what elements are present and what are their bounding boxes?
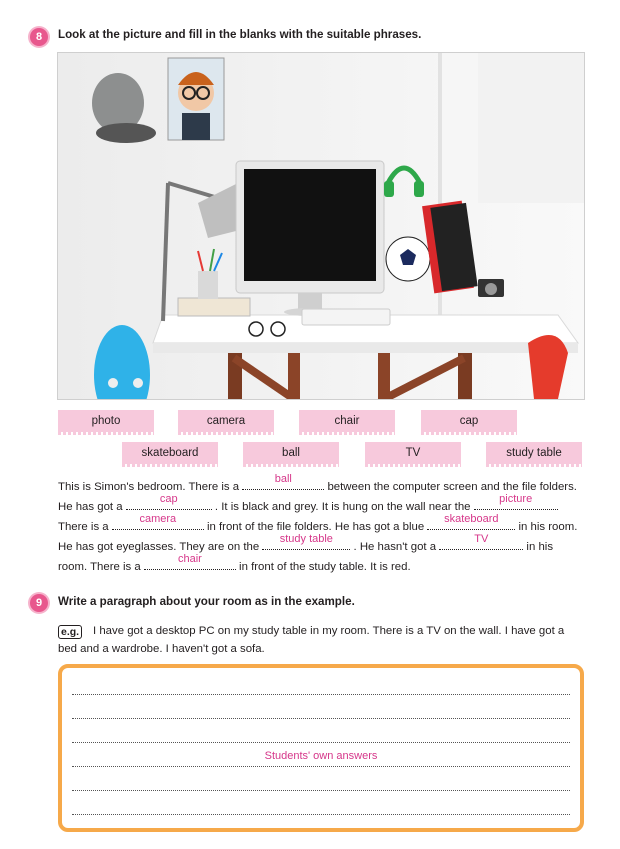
exercise-8-instruction: Look at the picture and fill in the blanks with the suitable phrases. xyxy=(58,28,422,41)
answer-5: skateboard xyxy=(444,513,499,525)
phrase-chair: chair xyxy=(299,410,395,432)
writing-line xyxy=(72,790,570,791)
exercise-number-badge: 8 xyxy=(30,28,48,46)
writing-line xyxy=(72,814,570,815)
text-segment: . He hasn't got a xyxy=(350,541,440,553)
writing-line xyxy=(72,766,570,767)
blank-4 xyxy=(112,513,204,530)
text-segment: . It is black and grey. It is hung on the wall near the xyxy=(211,501,474,513)
blank-1 xyxy=(242,473,324,490)
exercise-number-badge: 9 xyxy=(30,594,48,612)
phrase-cap: cap xyxy=(421,410,517,432)
phrase-study-table: study table xyxy=(486,442,582,464)
text-segment: in front of the file folders. He has got a blue xyxy=(203,521,428,533)
phrase-tv: TV xyxy=(365,442,461,464)
bedroom-illustration xyxy=(58,53,584,399)
writing-line xyxy=(72,742,570,743)
fill-line-4 xyxy=(58,533,584,557)
text-segment: There is a xyxy=(58,521,112,533)
writing-line xyxy=(72,718,570,719)
writing-line xyxy=(72,694,570,695)
answer-6: study table xyxy=(279,533,333,545)
blank-8 xyxy=(144,553,236,570)
example-text-line-2: bed and a wardrobe. I haven't got a sofa. xyxy=(58,643,265,655)
example-label: e.g. xyxy=(58,625,82,639)
students-own-answers: Students' own answers xyxy=(264,750,378,762)
text-segment: between the computer screen and the file folders. xyxy=(324,481,577,493)
text-segment: He has got a xyxy=(58,501,126,513)
answer-4: camera xyxy=(139,513,177,525)
blank-6 xyxy=(262,533,350,550)
text-segment: This is Simon's bedroom. There is a xyxy=(58,481,243,493)
text-segment: in his room. xyxy=(515,521,578,533)
answer-8: chair xyxy=(177,553,202,565)
fill-line-5 xyxy=(58,553,584,577)
answer-1: ball xyxy=(274,473,292,485)
text-segment: in front of the study table. It is red. xyxy=(235,561,411,573)
text-segment: He has got eyeglasses. They are on the xyxy=(58,541,263,553)
text-segment: room. There is a xyxy=(58,561,144,573)
phrase-ball: ball xyxy=(243,442,339,464)
answer-3: picture xyxy=(499,493,533,505)
phrase-skateboard: skateboard xyxy=(122,442,218,464)
example-text-line-1: I have got a desktop PC on my study table in my room. There is a TV on the wall. I have got a xyxy=(93,625,565,637)
answer-2: cap xyxy=(159,493,178,505)
phrase-photo: photo xyxy=(58,410,154,432)
answer-7: TV xyxy=(474,533,489,545)
text-segment: in his xyxy=(523,541,554,553)
blank-7 xyxy=(439,533,523,550)
bedroom-picture xyxy=(57,52,585,400)
exercise-9-instruction: Write a paragraph about your room as in the example. xyxy=(58,595,355,608)
writing-area[interactable] xyxy=(58,664,584,832)
phrase-camera: camera xyxy=(178,410,274,432)
